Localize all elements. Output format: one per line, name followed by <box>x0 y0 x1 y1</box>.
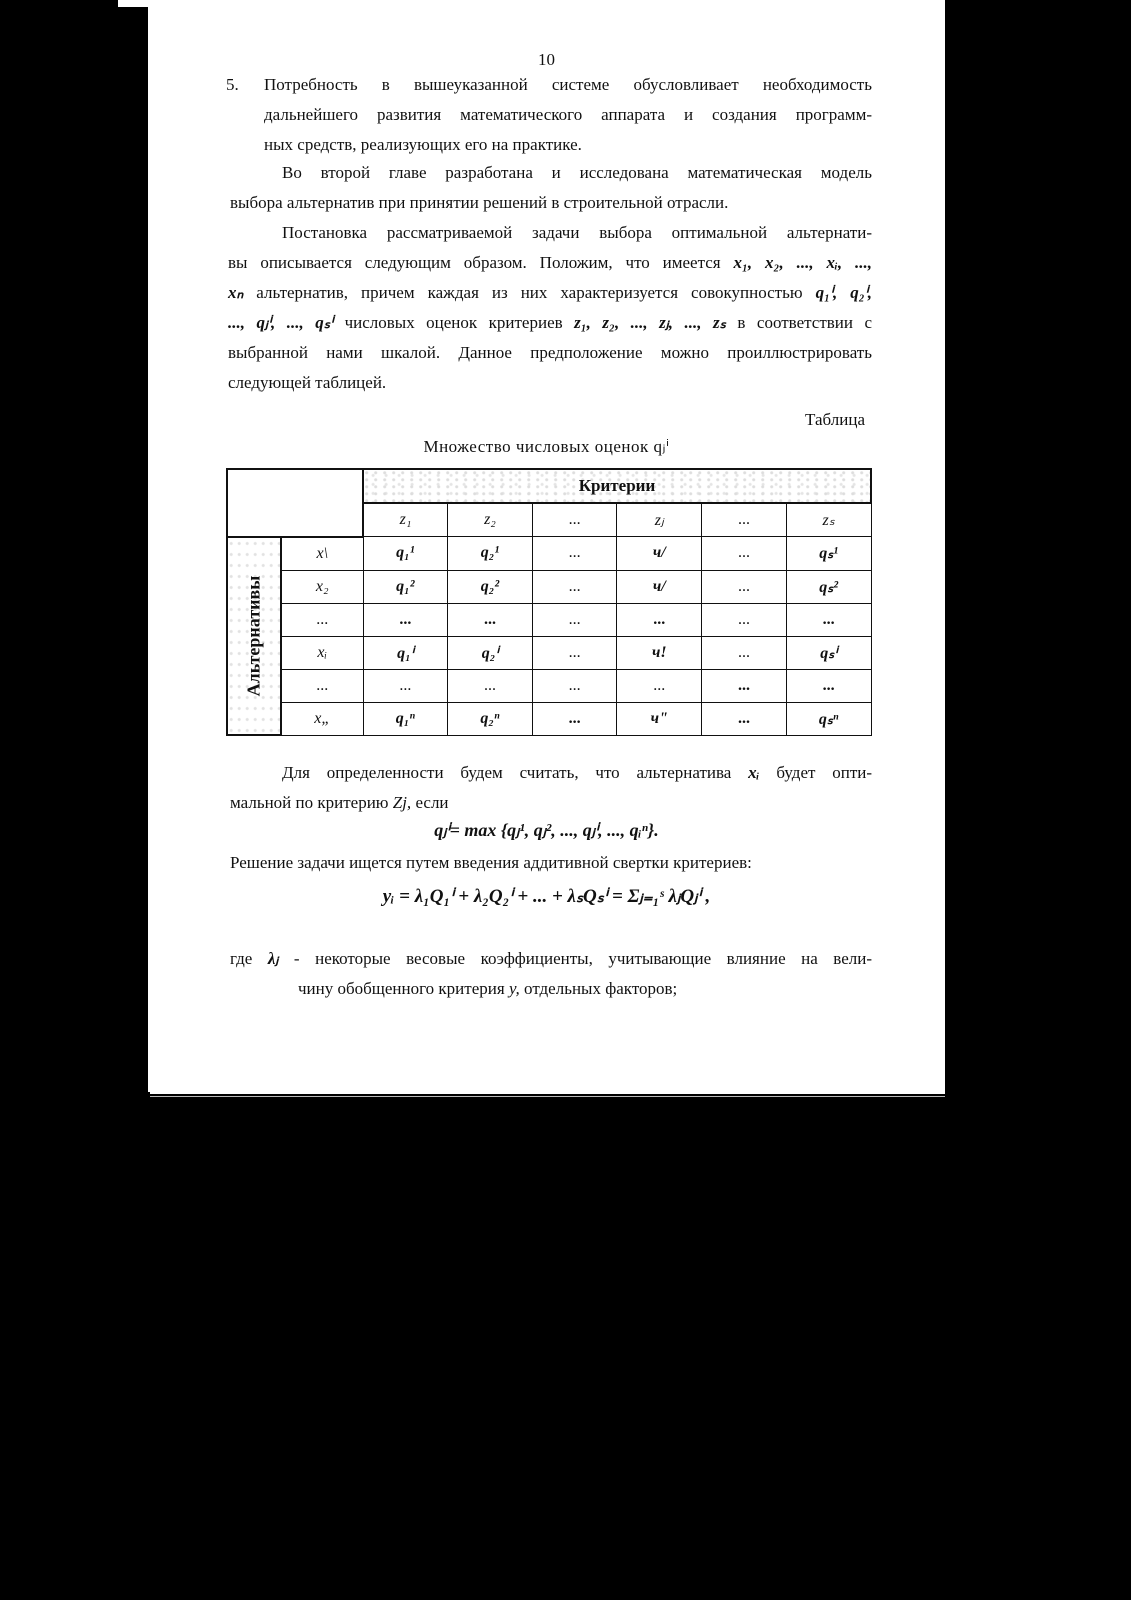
row-label: x\ <box>281 537 363 571</box>
scan-edge-top <box>118 0 148 7</box>
alternatives-criteria-table <box>226 468 872 736</box>
paragraph-optimal-definition: Для определенности будем считать, что альтернатива xᵢ будет опти- мальной по критерию Zj, если <box>230 763 873 812</box>
row-label: xᵢ <box>281 636 363 669</box>
alternatives-header: Альтернативы <box>227 537 281 736</box>
paragraph-weights: где λⱼ - некоторые весовые коэффициенты, учитывающие влияние на вели- чину обобщенного критерия y, отдельных факторов; <box>230 949 873 998</box>
paragraph-chapter-two: Во второй главе разработана и исследована математическая модель выбора альтернатив при принятии решений в строительной отрасли. <box>230 163 872 212</box>
table-row: Альтернативы x\ q₁¹ q₂¹ ... ч/ ... qₛ¹ <box>227 537 871 571</box>
table-row: ... ... ... ... ... ... ... <box>227 669 871 702</box>
list-number: 5. <box>226 75 239 94</box>
row-label: ... <box>281 669 363 702</box>
formula-additive-sum: yᵢ = λ₁Q₁ⁱ + λ₂Q₂ⁱ + ... + λₛQₛⁱ = Σⱼ₌₁ˢ λⱼQⱼⁱ , <box>382 886 711 907</box>
table-row: ... ... ... ... ... ... ... <box>227 603 871 636</box>
paragraph-problem-statement: Постановка рассматриваемой задачи выбора оптимальной альтернати- вы описывается следующим образом. Положим, что имеется x₁, x₂, ..., xᵢ, ..., xₙ альтернатив, причем каждая из них характеризуется совокупностью q₁ⁱ, q₂ⁱ, ..., qⱼⁱ, ..., qₛⁱ числовых оценок критериев z₁, z₂, ..., zⱼ, ..., zₛ в соответствии с выбранной нами шкалой. Данное предположение можно проиллюстрировать следующей таблицей. <box>228 223 873 392</box>
document-page <box>148 0 945 1092</box>
table-row: x₂ q₁² q₂² ... ч/ ... qₛ² <box>227 570 871 603</box>
row-label: x„ <box>281 702 363 735</box>
row-label: x₂ <box>281 570 363 603</box>
table-corner-cell <box>227 469 363 537</box>
column-header: zₛ <box>786 503 871 537</box>
row-label: ... <box>281 603 363 636</box>
paragraph-additive-convolution: Решение задачи ищется путем введения аддитивной свертки критериев: <box>230 853 752 872</box>
list-item-5: Потребность в вышеуказанной системе обусловливает необходимость дальнейшего развития математического аппарата и создания программ- ных средств, реализующих его на практике. <box>264 75 872 154</box>
column-header: ... <box>532 503 617 537</box>
table-row: x„ q₁ⁿ q₂ⁿ ... ч" ... qₛⁿ <box>227 702 871 735</box>
table-label: Таблица <box>805 410 865 429</box>
column-header: z₁ <box>363 503 448 537</box>
column-header: zⱼ <box>617 503 702 537</box>
page-number: 10 <box>538 50 555 69</box>
criteria-header: Критерии <box>363 469 871 503</box>
table-row: xᵢ q₁ⁱ q₂ⁱ ... ч! ... qₛⁱ <box>227 636 871 669</box>
column-header: ... <box>702 503 787 537</box>
column-header: z₂ <box>448 503 533 537</box>
formula-max: qⱼⁱ= max {qⱼ¹, qⱼ², ..., qⱼⁱ, ..., qᵢⁿ}. <box>434 820 659 840</box>
scan-edge-bottom <box>150 1092 945 1098</box>
table-caption: Множество числовых оценок qⱼⁱ <box>423 437 670 456</box>
